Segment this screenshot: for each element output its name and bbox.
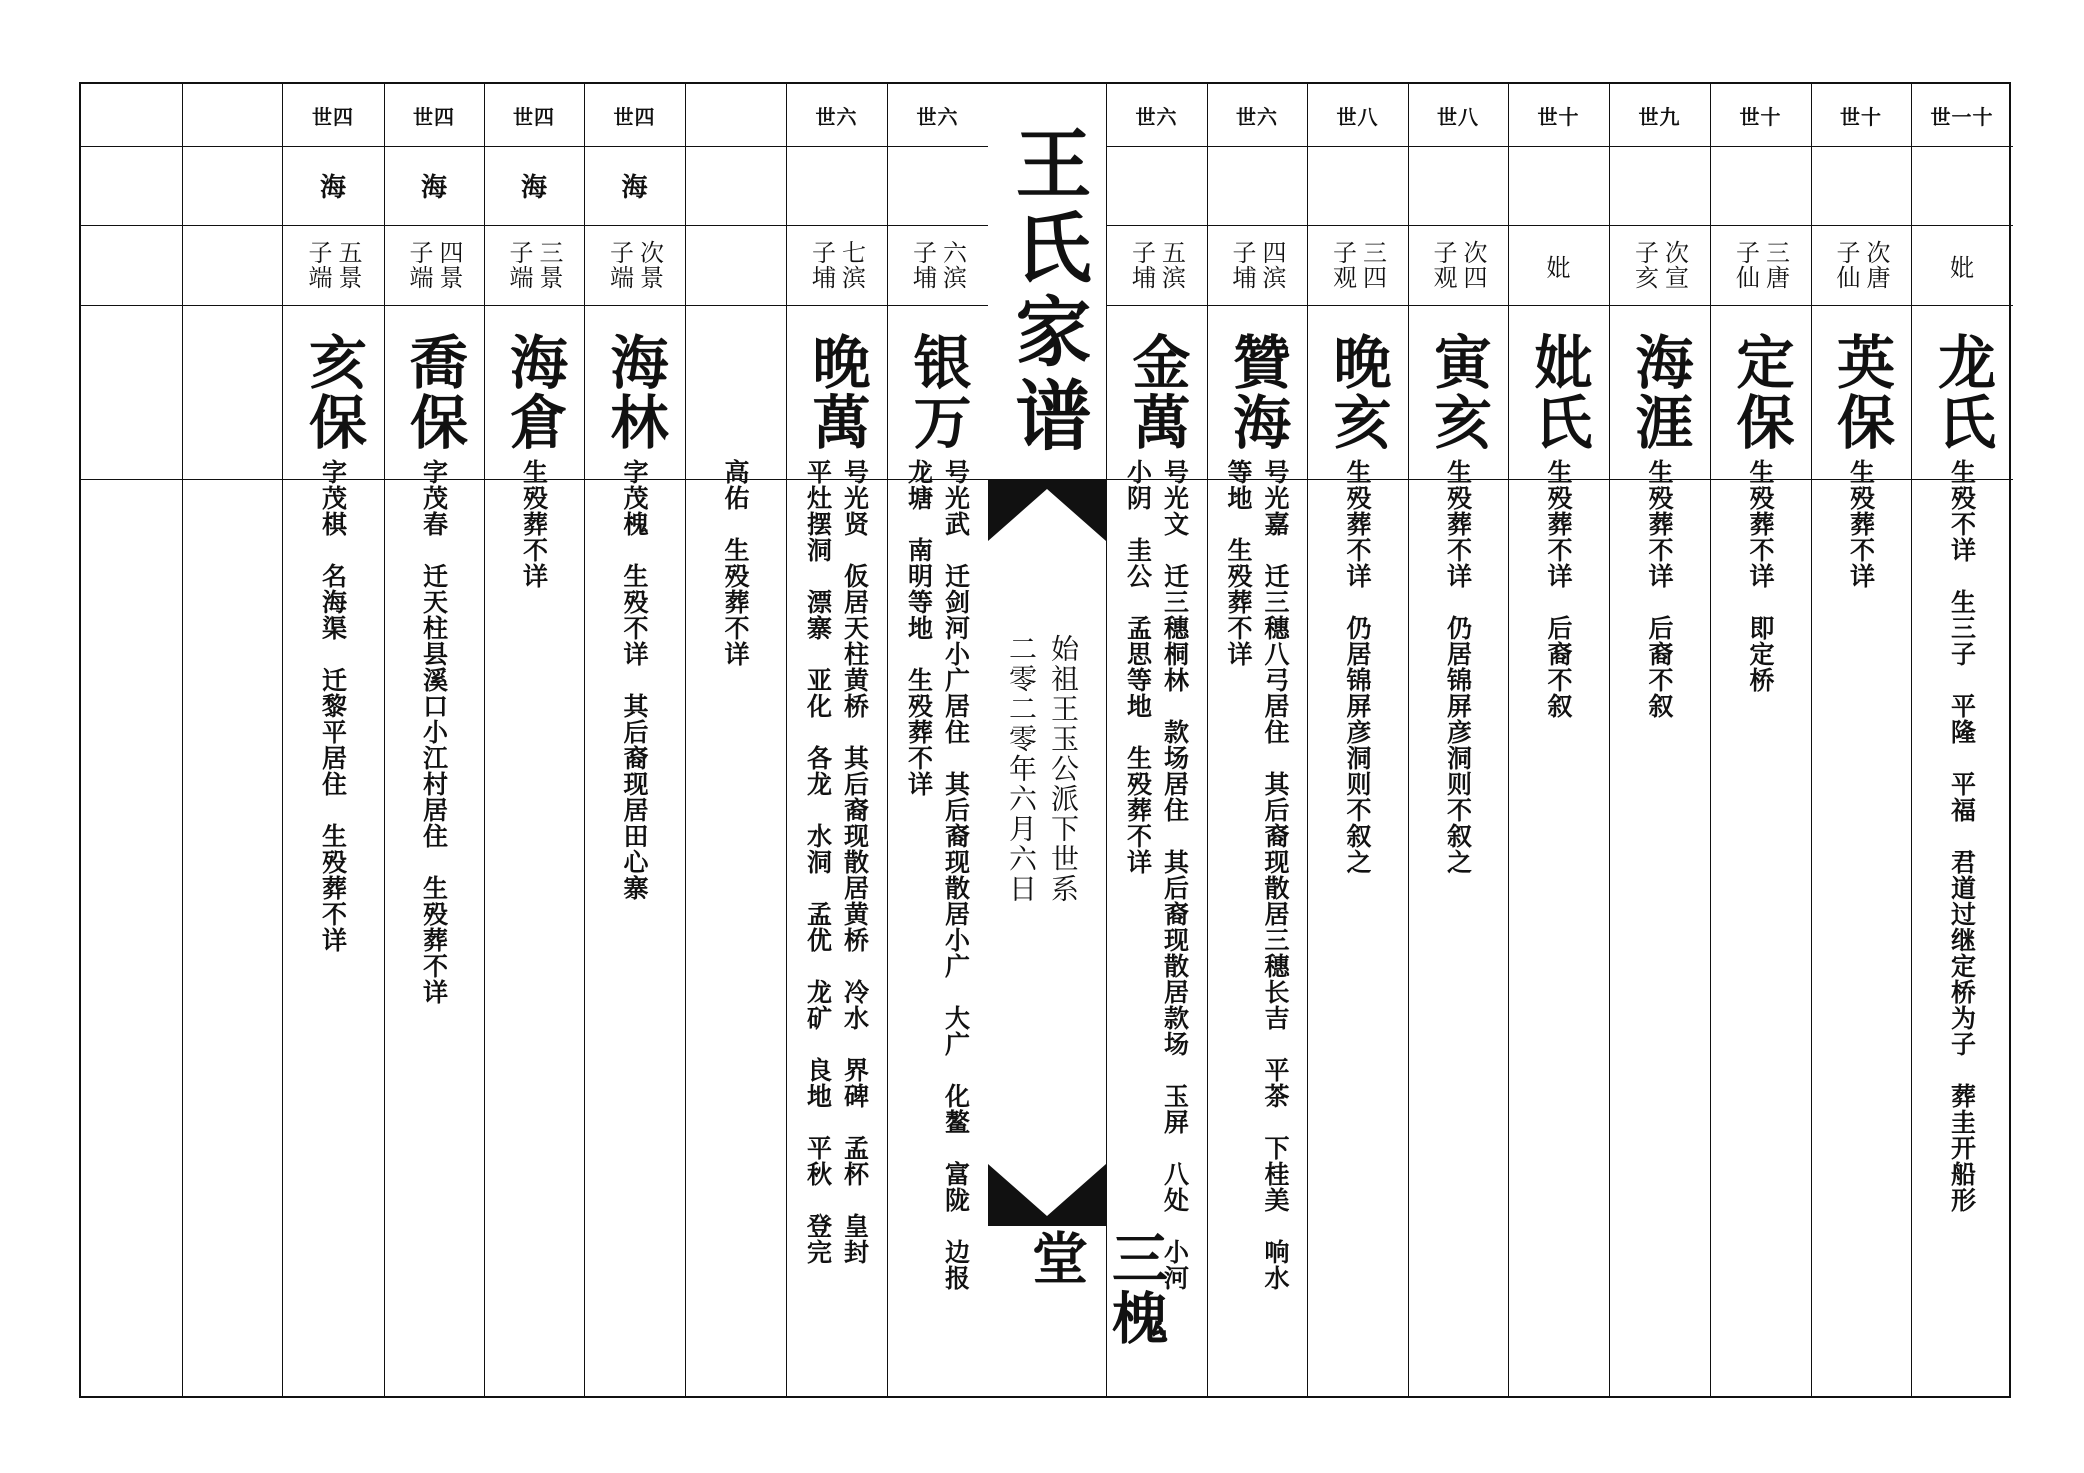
generation-word: [1508, 146, 1609, 225]
hall-name: 三槐堂: [1023, 1229, 1169, 1349]
generation-label: 世十: [1840, 104, 1882, 129]
person-notes: 生殁葬不详 仍居锦屏彦洞则不叙之: [1343, 459, 1372, 875]
person-name: 英保: [1827, 332, 1895, 452]
generation-word: [1609, 146, 1710, 225]
relation-label: 次景 子端: [605, 240, 664, 290]
relation-label: 妣: [1950, 253, 1974, 282]
relation-label: 五滨 子埔: [1127, 240, 1186, 290]
person-name: 晚萬: [802, 332, 871, 452]
generation-word: [1710, 146, 1811, 225]
generation-word: [1307, 146, 1408, 225]
person-notes: 号光嘉 迁三穗八弓居住 其后裔现散居三穗长吉 平茶 下桂美 响水 等地 生殁葬不详: [1224, 459, 1290, 1291]
person-notes: 生殁葬不详: [519, 459, 549, 589]
relation-label: [685, 225, 786, 305]
person-name: 贊海: [1223, 332, 1291, 452]
person-name: [685, 305, 786, 479]
generation-word: 海: [520, 173, 547, 203]
generation-word: [81, 146, 182, 225]
relation-label: [81, 225, 182, 305]
generation-label: 世一十: [1930, 104, 1994, 129]
person-name: 妣氏: [1524, 332, 1593, 452]
relation-label: [182, 225, 282, 305]
relation-label: 妣: [1546, 253, 1571, 282]
generation-word: [685, 146, 786, 225]
person-name: 亥保: [299, 332, 367, 452]
lineage-subtitle: 始祖王玉公派下世系 二零二零年六月六日: [1005, 634, 1080, 904]
person-notes: 字茂槐 生殁不详 其后裔现居田心寨: [620, 459, 649, 901]
generation-word: [1408, 146, 1508, 225]
person-notes: 生殁不详 生三子 平隆 平福 君道过继定桥为子 葬圭开船形: [1947, 459, 1977, 1213]
generation-word: 海: [621, 173, 648, 203]
generation-label: [685, 84, 786, 146]
generation-word: [887, 146, 988, 225]
relation-label: 次唐 子仙: [1832, 240, 1890, 290]
relation-label: 五景 子端: [304, 240, 362, 290]
generation-word: [1811, 146, 1911, 225]
generation-word: [182, 146, 282, 225]
generation-word: [1911, 146, 2013, 225]
generation-label: 世八: [1336, 104, 1379, 129]
person-name: 银万: [903, 332, 972, 452]
relation-label: 三四 子观: [1328, 240, 1387, 290]
page-title: 王氏家谱: [1003, 124, 1092, 460]
generation-word: [1207, 146, 1307, 225]
generation-label: 世四: [613, 104, 656, 129]
generation-word: 海: [319, 173, 346, 203]
generation-label: [81, 84, 182, 146]
generation-label: 世四: [312, 104, 354, 129]
person-notes: 高佑 生殁葬不详: [721, 459, 750, 667]
person-notes: 字茂棋 名海渠 迁黎平居住 生殁葬不详: [318, 459, 348, 953]
relation-label: 次宣 子亥: [1630, 240, 1689, 290]
person-notes: 生殁葬不详 后裔不叙: [1544, 459, 1573, 719]
person-notes: 号光武 迁剑河小广居住 其后裔现散居小广 大广 化鳌 富陇 边报 龙塘 南明等地 生殁葬不详: [904, 459, 971, 1291]
relation-label: 三唐 子仙: [1731, 240, 1790, 290]
person-name: 喬保: [400, 332, 468, 452]
person-name: 海涯: [1625, 332, 1694, 452]
generation-label: 世四: [413, 104, 455, 129]
person-notes: 生殁葬不详 仍居锦屏彦洞则不叙之: [1443, 459, 1473, 875]
person-name: 寅亥: [1424, 332, 1492, 452]
genealogy-sheet: [79, 82, 2011, 1398]
person-name: 定保: [1726, 332, 1795, 452]
generation-label: 世九: [1638, 104, 1681, 129]
chevron-up-icon: [988, 479, 1106, 541]
person-notes: 号光贤 仮居天柱黄桥 其后裔现散居黄桥 冷水 界碑 孟杯 皇封 平灶摆洞 漂寨 亚化 各龙 水洞 孟优 龙矿 良地 平秋 登完: [803, 459, 870, 1265]
person-name: [182, 305, 282, 479]
person-notes: 生殁葬不详 即定桥: [1746, 459, 1775, 693]
person-name: [81, 305, 182, 479]
generation-label: 世六: [1135, 104, 1178, 129]
relation-label: 三景 子端: [505, 240, 563, 290]
chevron-down-icon: [988, 1164, 1106, 1226]
generation-label: 世六: [1236, 104, 1278, 129]
relation-label: 六滨 子埔: [908, 240, 967, 290]
person-name: 海林: [600, 332, 669, 452]
generation-label: [182, 84, 282, 146]
generation-label: 世十: [1739, 104, 1782, 129]
generation-label: 世十: [1537, 104, 1580, 129]
generation-word: 海: [420, 173, 447, 203]
generation-word: [786, 146, 887, 225]
relation-label: 四滨 子埔: [1228, 240, 1286, 290]
generation-label: 世八: [1437, 104, 1479, 129]
relation-label: 四景 子端: [405, 240, 463, 290]
person-name: 金萬: [1122, 332, 1191, 452]
person-notes: 号光文 迁三穗桐林 款场居住 其后裔现散居款场 玉屏 八处 小河 小阴 圭公 孟思等地 生殁葬不详: [1123, 459, 1190, 1291]
person-notes: 生殁葬不详 后裔不叙: [1645, 459, 1674, 719]
generation-label: 世四: [513, 104, 555, 129]
relation-label: 七滨 子埔: [807, 240, 866, 290]
generation-label: 世六: [815, 104, 858, 129]
relation-label: 次四 子观: [1429, 240, 1487, 290]
person-name: 龙氏: [1928, 332, 1996, 452]
generation-word: [1106, 146, 1207, 225]
person-name: 晚亥: [1323, 332, 1392, 452]
generation-label: 世六: [916, 104, 959, 129]
person-name: 海倉: [500, 332, 568, 452]
person-notes: 生殁葬不详: [1846, 459, 1876, 589]
person-notes: 字茂春 迁天柱县溪口小江村居住 生殁葬不详: [419, 459, 449, 1005]
